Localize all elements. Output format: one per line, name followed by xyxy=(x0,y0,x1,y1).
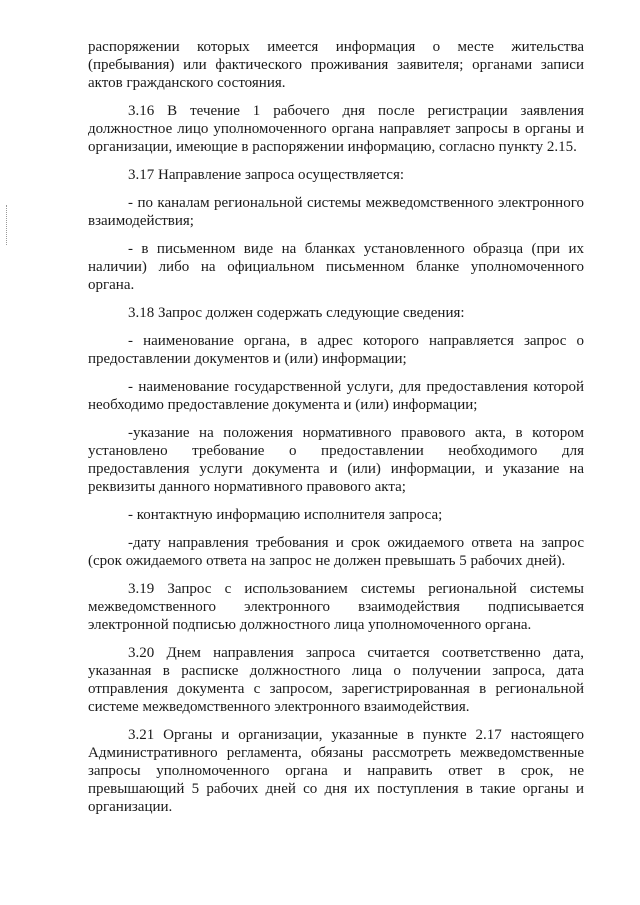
paragraph-3-16: 3.16 В течение 1 рабочего дня после регистрации заявления должностное лицо уполномоченного органа направляет запросы в органы и организации, имеющие в распоряжении информацию, согласно пункту 2.15. xyxy=(88,103,584,155)
paragraph-3-17: 3.17 Направление запроса осуществляется: xyxy=(128,167,405,183)
list-item-request-date: -дату направления требования и срок ожидаемого ответа на запрос (срок ожидаемого ответа на запрос не должен превышать 5 рабочих дней). xyxy=(88,535,584,569)
list-item-organ-name: - наименование органа, в адрес которого направляется запрос о предоставлении документов и (или) информации; xyxy=(88,333,584,367)
paragraph-3-21: 3.21 Органы и организации, указанные в пункте 2.17 настоящего Административного регламента, обязаны рассмотреть межведомственные запросы уполномоченного органа и направить ответ в срок, не превышающий 5 рабочих дней со дня их поступления в такие органы и организации. xyxy=(88,727,584,815)
paragraph-3-18: 3.18 Запрос должен содержать следующие сведения: xyxy=(128,305,465,321)
list-item-service-name: - наименование государственной услуги, для предоставления которой необходимо предоставление документа и (или) информации; xyxy=(88,379,584,413)
list-item-legal-act: -указание на положения нормативного правового акта, в котором установлено требование о предоставлении необходимого для предоставления услуги документа и (или) информации, и указание на реквизиты данного нормативного правового акта; xyxy=(88,425,584,495)
list-item-contact-info: - контактную информацию исполнителя запроса; xyxy=(128,507,443,523)
paragraph-3-20: 3.20 Днем направления запроса считается соответственно дата, указанная в расписке должностного лица о получении запроса, дата отправления документа с запросом, зарегистрированная в региональной системе межведомственного электронного взаимодействия. xyxy=(88,645,584,715)
scan-artifact xyxy=(6,205,9,245)
paragraph-continuation: распоряжении которых имеется информация о месте жительства (пребывания) или фактического проживания заявителя; органами записи актов гражданского состояния. xyxy=(88,39,584,91)
list-item-written-form: - в письменном виде на бланках установленного образца (при их наличии) либо на официальном письменном бланке уполномоченного органа. xyxy=(88,241,584,293)
list-item-rsmev: - по каналам региональной системы межведомственного электронного взаимодействия; xyxy=(88,195,584,229)
paragraph-3-19: 3.19 Запрос с использованием системы региональной системы межведомственного электронного взаимодействия подписывается электронной подписью должностного лица уполномоченного органа. xyxy=(88,581,584,633)
